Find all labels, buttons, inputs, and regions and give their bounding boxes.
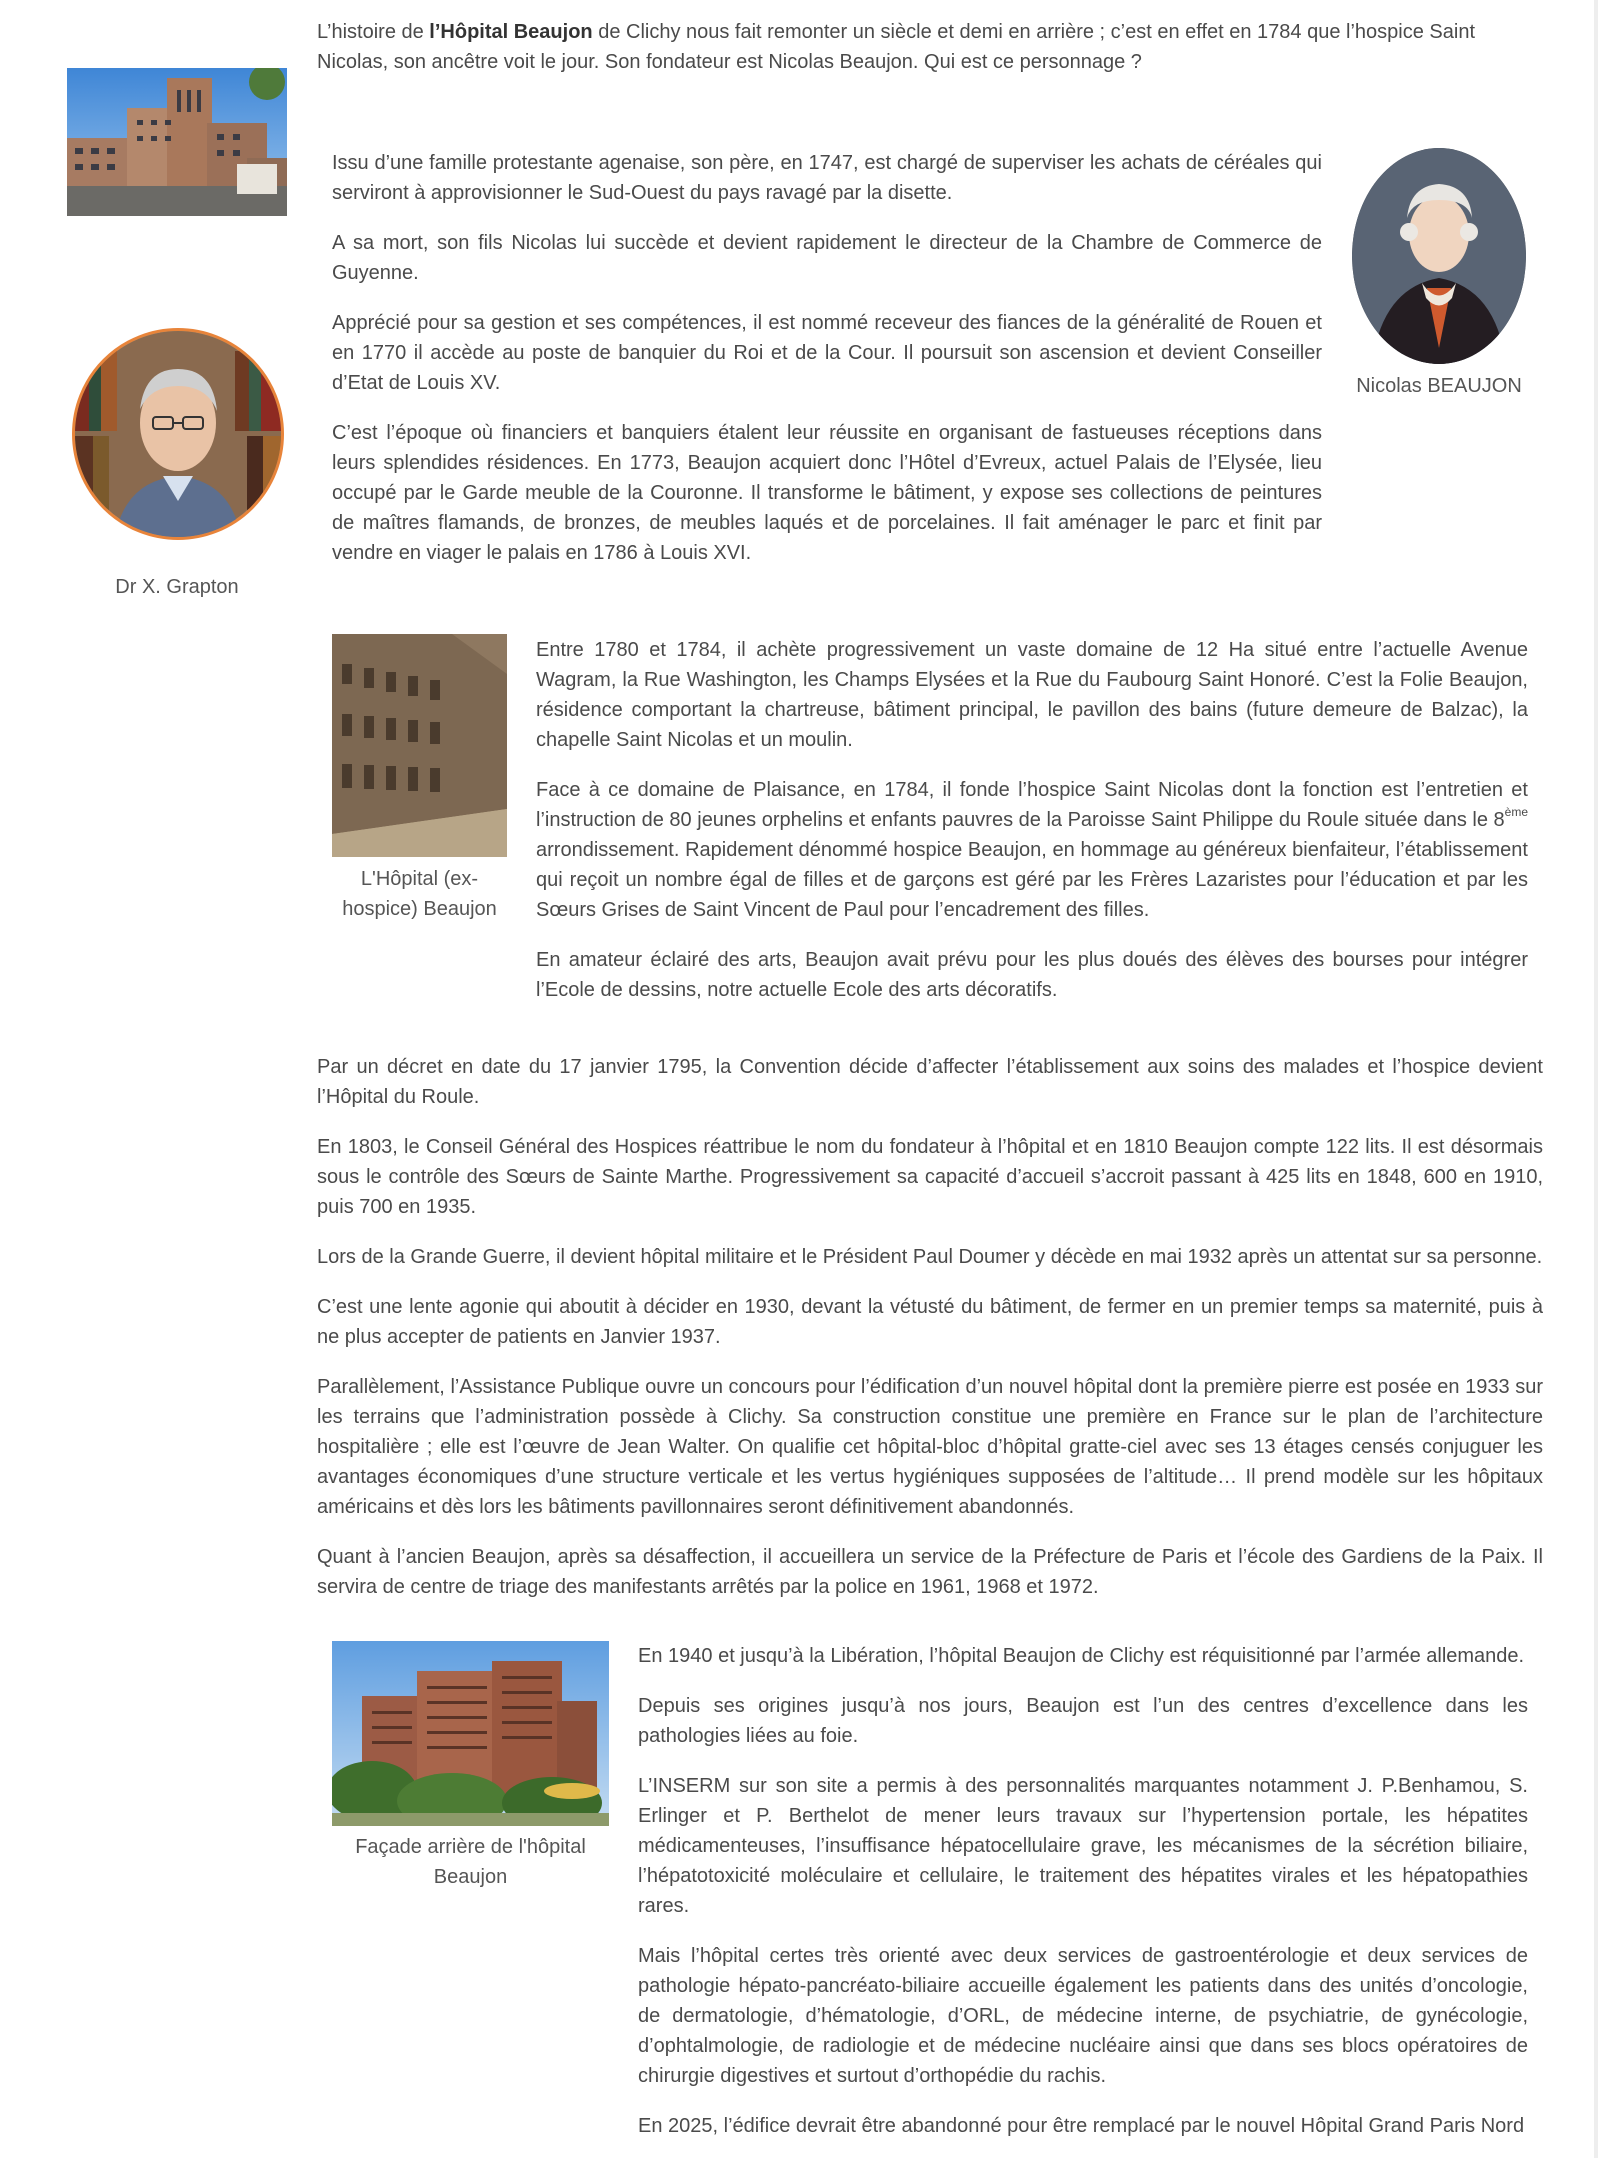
author-caption: Dr X. Grapton <box>115 576 239 598</box>
paragraph: En 1940 et jusqu’à la Libération, l’hôpital Beaujon de Clichy est réquisitionné par l’armée allemande. <box>638 1645 1525 1667</box>
paragraph: A sa mort, son fils Nicolas lui succède et devient rapidement le directeur de la Chambre de Commerce de Guyenne. <box>332 232 1322 284</box>
intro-suffix: de Clichy nous fait remonter un siècle et demi en arrière ; c’est en effet en 1784 que l’hospice Saint Nicolas, son ancêtre voit le jour. Son fondateur est Nicolas Beaujon. Qui est ce personnage ? <box>317 21 1475 73</box>
facade-caption: Façade arrière de l'hôpital Beaujon <box>355 1836 586 1888</box>
paragraph: C’est une lente agonie qui aboutit à décider en 1930, devant la vétusté du bâtiment, de fermer en un premier temps sa maternité, puis à ne plus accepter de patients en Janvier 1937. <box>317 1296 1543 1348</box>
paragraph: Issu d’une famille protestante agenaise, son père, en 1747, est chargé de superviser les achats de céréales qui serviront à approvisionner le Sud-Ouest du pays ravagé par la disette. <box>332 152 1322 204</box>
intro-paragraph <box>317 17 1543 77</box>
paragraph: Mais l’hôpital certes très orienté avec deux services de gastroentérologie et deux services de pathologie hépato-pancréato-biliaire accueille également les patients dans des unités d’oncologie, de dermatologie, d’hématologie, d’ORL, de médecine interne, de psychiatrie, de gynécologie, d’ophtalmologie, de radiologie et de médecine nucléaire ainsi que dans ses blocs opératoires de chirurgie digestives et surtout d’orthopédie du rachis. <box>638 1945 1528 2087</box>
page-edge <box>1594 0 1598 2158</box>
biography-section <box>332 148 1322 588</box>
author-avatar <box>72 328 284 540</box>
paragraph: En 2025, l’édifice devrait être abandonné pour être remplacé par le nouvel Hôpital Grand Paris Nord <box>638 2115 1525 2137</box>
intro-hospital-name: l’Hôpital Beaujon <box>429 21 593 43</box>
intro-prefix: L’histoire de <box>317 21 430 43</box>
superscript: ème <box>1504 805 1528 820</box>
paragraph-text: Face à ce domaine de Plaisance, en 1784, il fonde l’hospice Saint Nicolas dont la fonction est l’entretien et l’instruction de 80 jeunes orphelins et enfants pauvres de la Paroisse Saint Philippe du Roule située dans le 8 <box>536 779 1528 831</box>
history-section <box>317 1052 1543 1622</box>
paragraph: En amateur éclairé des arts, Beaujon avait prévu pour les plus doués des élèves des bourses pour intégrer l’Ecole de dessins, notre actuelle Ecole des arts décoratifs. <box>536 949 1528 1001</box>
old-hospice-photo <box>332 634 507 857</box>
paragraph: Parallèlement, l’Assistance Publique ouvre un concours pour l’édification d’un nouvel hôpital dont la première pierre est posée en 1933 sur les terrains que l’administration possède à Clichy. Sa construction constitue une première en France sur le plan de l’architecture hospitalière ; elle est l’œuvre de Jean Walter. On qualifie cet hôpital-bloc d’hôpital gratte-ciel avec ses 13 étages censés conjuguer les avantages économiques d’une structure verticale et les vertus hygiéniques supposées de l’altitude… Il prend modèle sur les hôpitaux américains et dès lors les bâtiments pavillonnaires seront définitivement abandonnés. <box>317 1376 1543 1518</box>
paragraph: L’INSERM sur son site a permis à des personnalités marquantes notamment J. P.Benhamou, S. Erlinger et P. Berthelot de mener leurs travaux sur l’hypertension portale, les hépatites médicamenteuses, l’insuffisance hépatocellulaire grave, les mécanismes de la sécrétion biliaire, l’hépatotoxicité moléculaire et cellulaire, le traitement des hépatites virales et les hépatopathies rares. <box>638 1775 1528 1917</box>
nicolas-beaujon-portrait <box>1352 148 1526 364</box>
modern-hospital-section <box>638 1641 1528 2161</box>
paragraph-text: arrondissement. Rapidement dénommé hospice Beaujon, en hommage au généreux bienfaiteur, l’établissement qui reçoit un nombre égal de filles et de garçons est géré par les Frères Lazaristes pour l’éducation et par les Sœurs Grises de Saint Vincent de Paul pour l’encadrement des filles. <box>536 839 1528 921</box>
hospital-building-photo <box>67 68 287 216</box>
facade-photo <box>332 1641 609 1826</box>
paragraph: Lors de la Grande Guerre, il devient hôpital militaire et le Président Paul Doumer y décède en mai 1932 après un attentat sur sa personne. <box>317 1246 1543 1268</box>
paragraph: C’est l’époque où financiers et banquiers étalent leur réussite en organisant de fastueuses réceptions dans leurs splendides résidences. En 1773, Beaujon acquiert donc l’Hôtel d’Evreux, actuel Palais de l’Elysée, lieu occupé par le Garde meuble de la Couronne. Il transforme le bâtiment, y expose ses collections de peintures de maîtres flamands, de bronzes, de meubles laqués et de porcelaines. Il fait aménager le parc et finit par vendre en viager le palais en 1786 à Louis XVI. <box>332 422 1322 564</box>
paragraph: Depuis ses origines jusqu’à nos jours, Beaujon est l’un des centres d’excellence dans les pathologies liées au foie. <box>638 1695 1528 1747</box>
paragraph: Entre 1780 et 1784, il achète progressivement un vaste domaine de 12 Ha situé entre l’actuelle Avenue Wagram, la Rue Washington, les Champs Elysées et la Rue du Faubourg Saint Honoré. C’est la Folie Beaujon, résidence comportant la chartreuse, bâtiment principal, le pavillon des bains (future demeure de Balzac), la chapelle Saint Nicolas et un moulin. <box>536 639 1528 751</box>
old-hospice-caption: L'Hôpital (ex-hospice) Beaujon <box>342 868 497 920</box>
paragraph: Par un décret en date du 17 janvier 1795, la Convention décide d’affecter l’établissement aux soins des malades et l’hospice devient l’Hôpital du Roule. <box>317 1056 1543 1108</box>
paragraph: Apprécié pour sa gestion et ses compétences, il est nommé receveur des fiances de la généralité de Rouen et en 1770 il accède au poste de banquier du Roi et de la Cour. Il poursuit son ascension et devient Conseiller d’Etat de Louis XV. <box>332 312 1322 394</box>
foundation-section <box>536 635 1528 1025</box>
paragraph <box>536 775 1528 925</box>
paragraph: Quant à l’ancien Beaujon, après sa désaffection, il accueillera un service de la Préfecture de Paris et l’école des Gardiens de la Paix. Il servira de centre de triage des manifestants arrêtés par la police en 1961, 1968 et 1972. <box>317 1546 1543 1598</box>
paragraph: En 1803, le Conseil Général des Hospices réattribue le nom du fondateur à l’hôpital et en 1810 Beaujon compte 122 lits. Il est désormais sous le contrôle des Sœurs de Sainte Marthe. Progressivement sa capacité d’accueil s’accroit passant à 425 lits en 1848, 600 en 1910, puis 700 en 1935. <box>317 1136 1543 1218</box>
portrait-caption: Nicolas BEAUJON <box>1356 375 1522 397</box>
